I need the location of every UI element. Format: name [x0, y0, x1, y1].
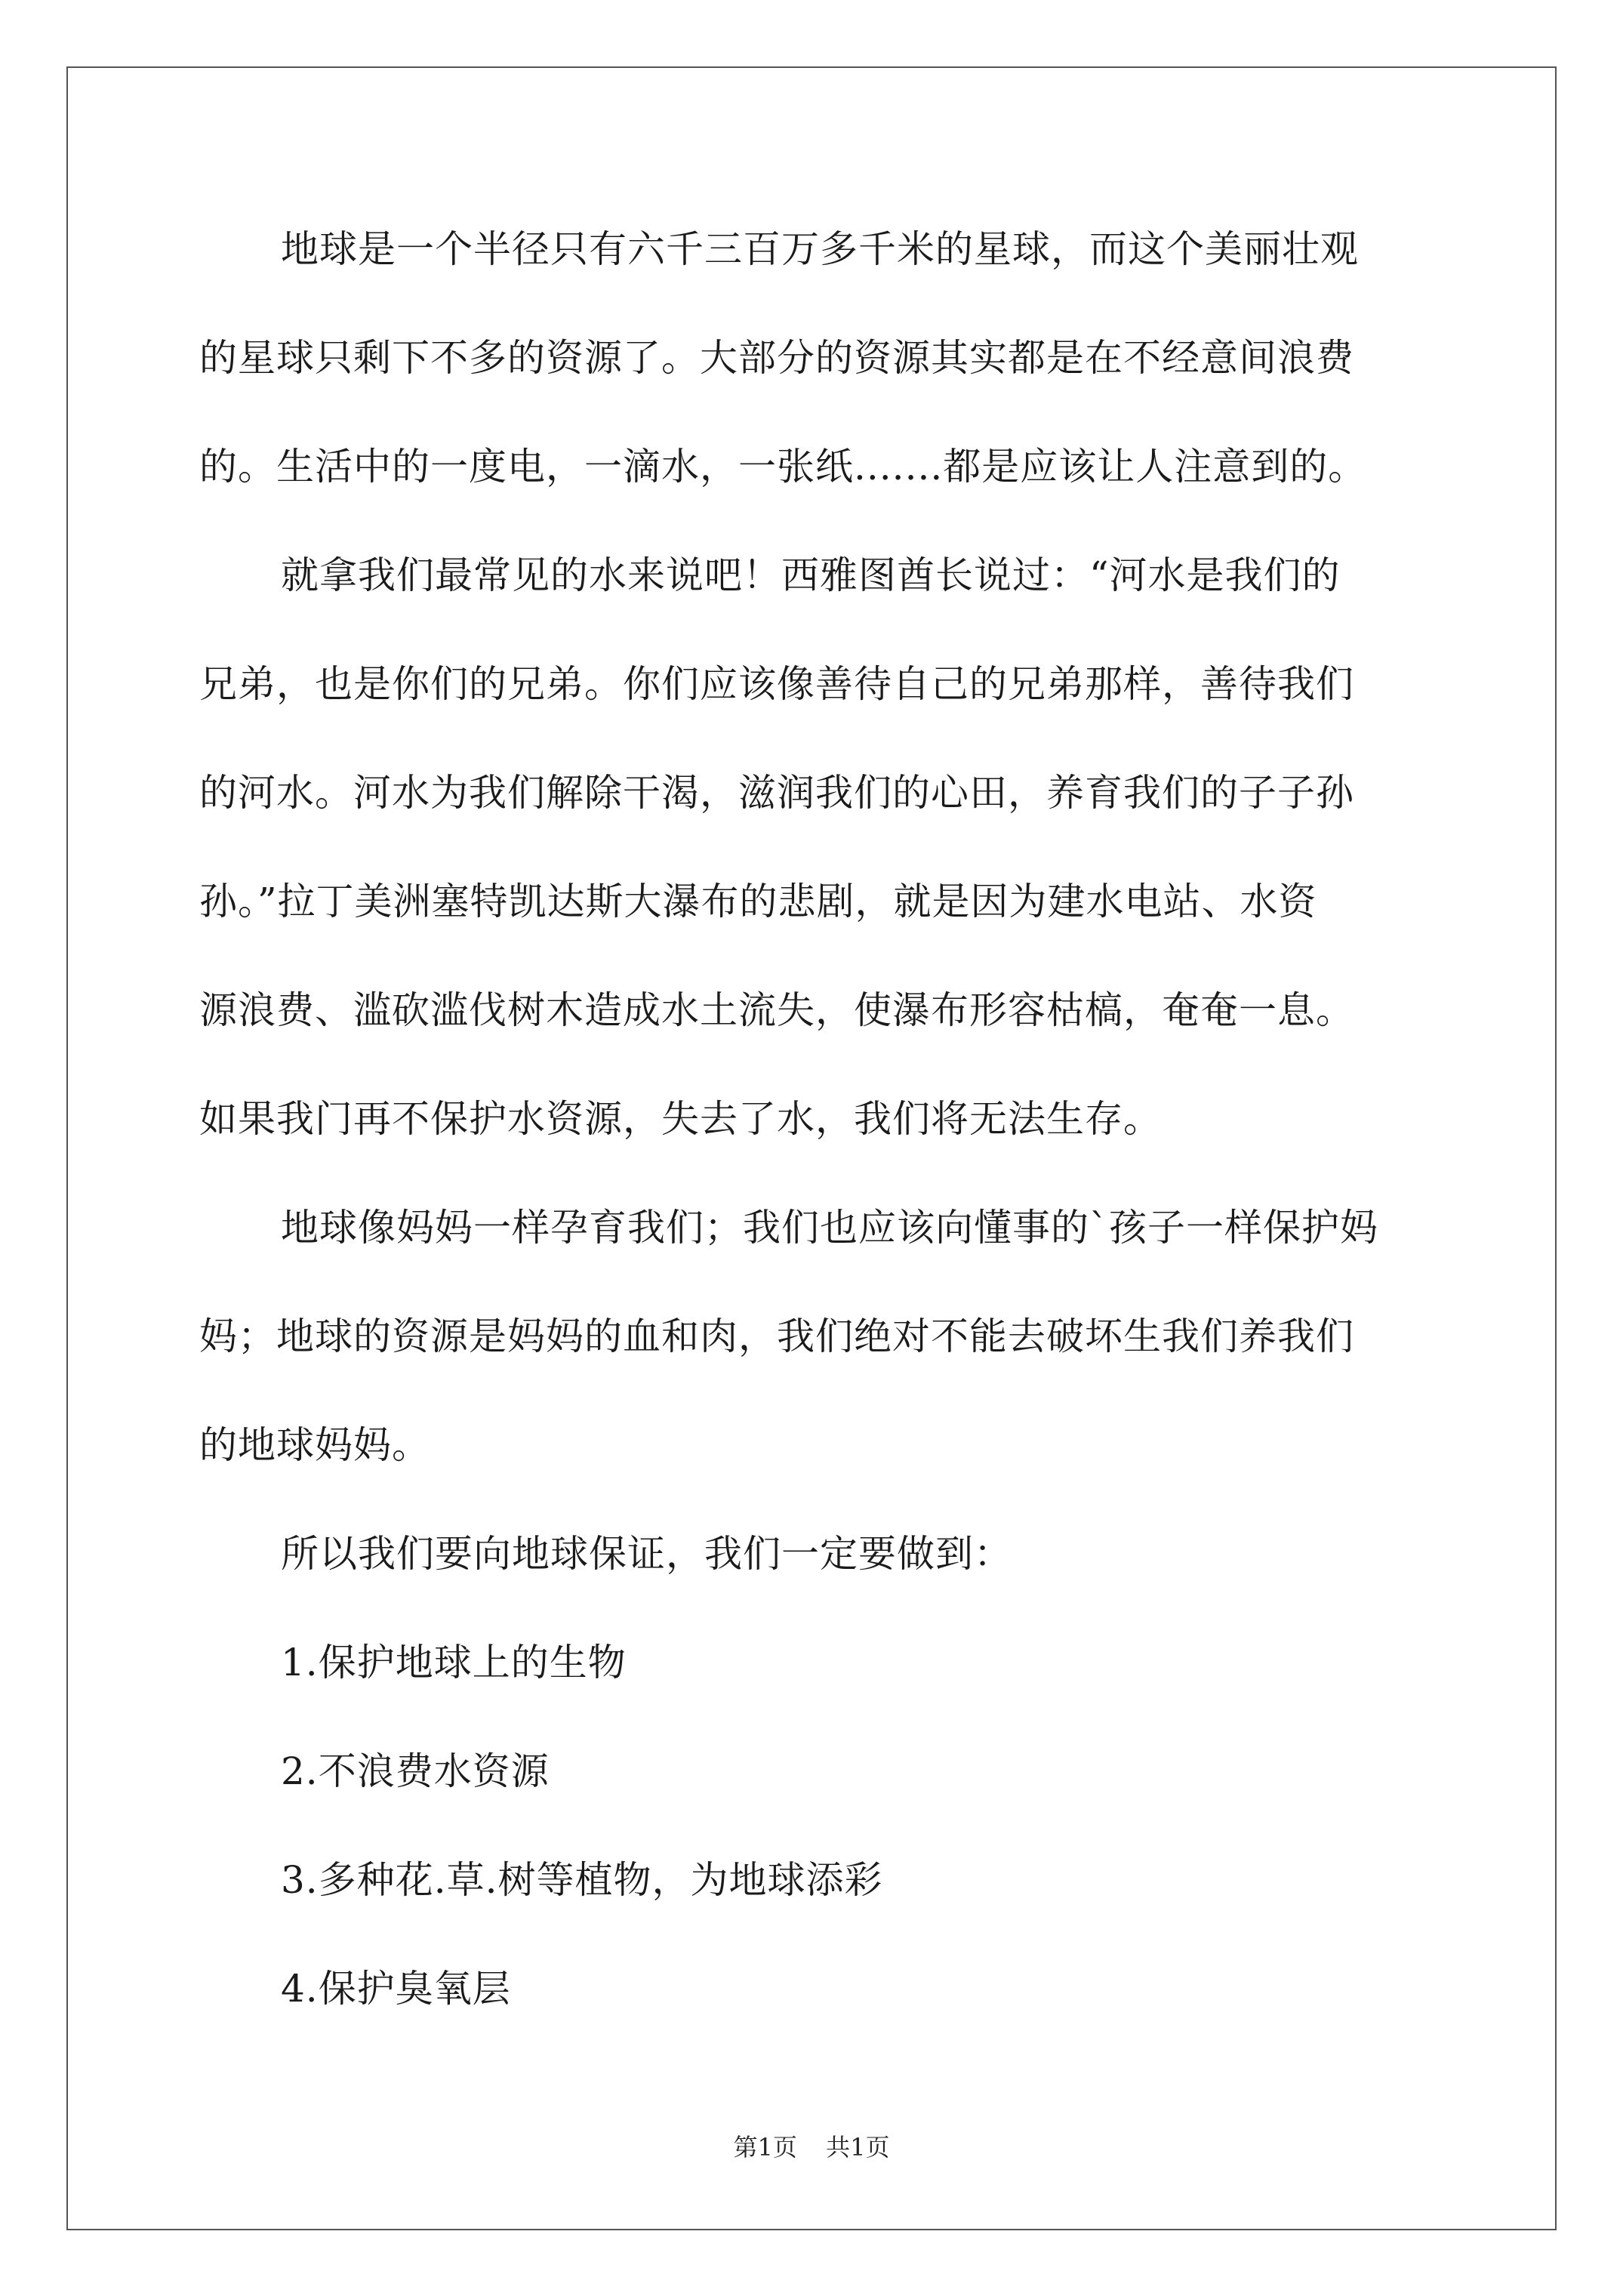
paragraph-1-line-1: 地球是一个半径只有六千三百万多千米的星球，而这个美丽壮观 [281, 227, 1359, 271]
list-item-1: 1.保护地球上的生物 [281, 1641, 627, 1684]
list-item-3: 3.多种花.草.树等植物，为地球添彩 [281, 1858, 883, 1902]
paragraph-2-line-1: 就拿我们最常见的水来说吧！西雅图酋长说过：“河水是我们的 [281, 553, 1341, 597]
page-border [66, 66, 1557, 2230]
paragraph-3-line-3: 的地球妈妈。 [199, 1423, 430, 1467]
list-item-4: 4.保护臭氧层 [281, 1967, 511, 2011]
paragraph-3-line-2: 妈；地球的资源是妈妈的血和肉，我们绝对不能去破坏生我们养我们 [199, 1314, 1354, 1358]
page-footer [0, 2132, 1623, 2162]
paragraph-3-line-1: 地球像妈妈一样孕育我们；我们也应该向懂事的`孩子一样保护妈 [281, 1206, 1378, 1250]
paragraph-2-line-5: 源浪费、滥砍滥伐树木造成水土流失，使瀑布形容枯槁，奄奄一息。 [199, 988, 1354, 1032]
paragraph-4-line-1: 所以我们要向地球保证，我们一定要做到： [281, 1532, 1012, 1576]
paragraph-1-line-2: 的星球只剩下不多的资源了。大部分的资源其实都是在不经意间浪费 [199, 336, 1354, 380]
paragraph-2-line-4: 孙。”拉丁美洲塞特凯达斯大瀑布的悲剧，就是因为建水电站、水资 [199, 880, 1317, 923]
paragraph-2-line-2: 兄弟，也是你们的兄弟。你们应该像善待自己的兄弟那样，善待我们 [199, 662, 1354, 706]
list-item-2: 2.不浪费水资源 [281, 1749, 550, 1793]
page-number: 第1页 [733, 2133, 797, 2162]
paragraph-2-line-3: 的河水。河水为我们解除干渴，滋润我们的心田，养育我们的子子孙 [199, 771, 1354, 815]
page-total: 共1页 [826, 2133, 890, 2162]
paragraph-2-line-6: 如果我门再不保护水资源，失去了水，我们将无法生存。 [199, 1097, 1162, 1141]
paragraph-1-line-3: 的。生活中的一度电，一滴水，一张纸.......都是应该让人注意到的。 [199, 445, 1367, 488]
